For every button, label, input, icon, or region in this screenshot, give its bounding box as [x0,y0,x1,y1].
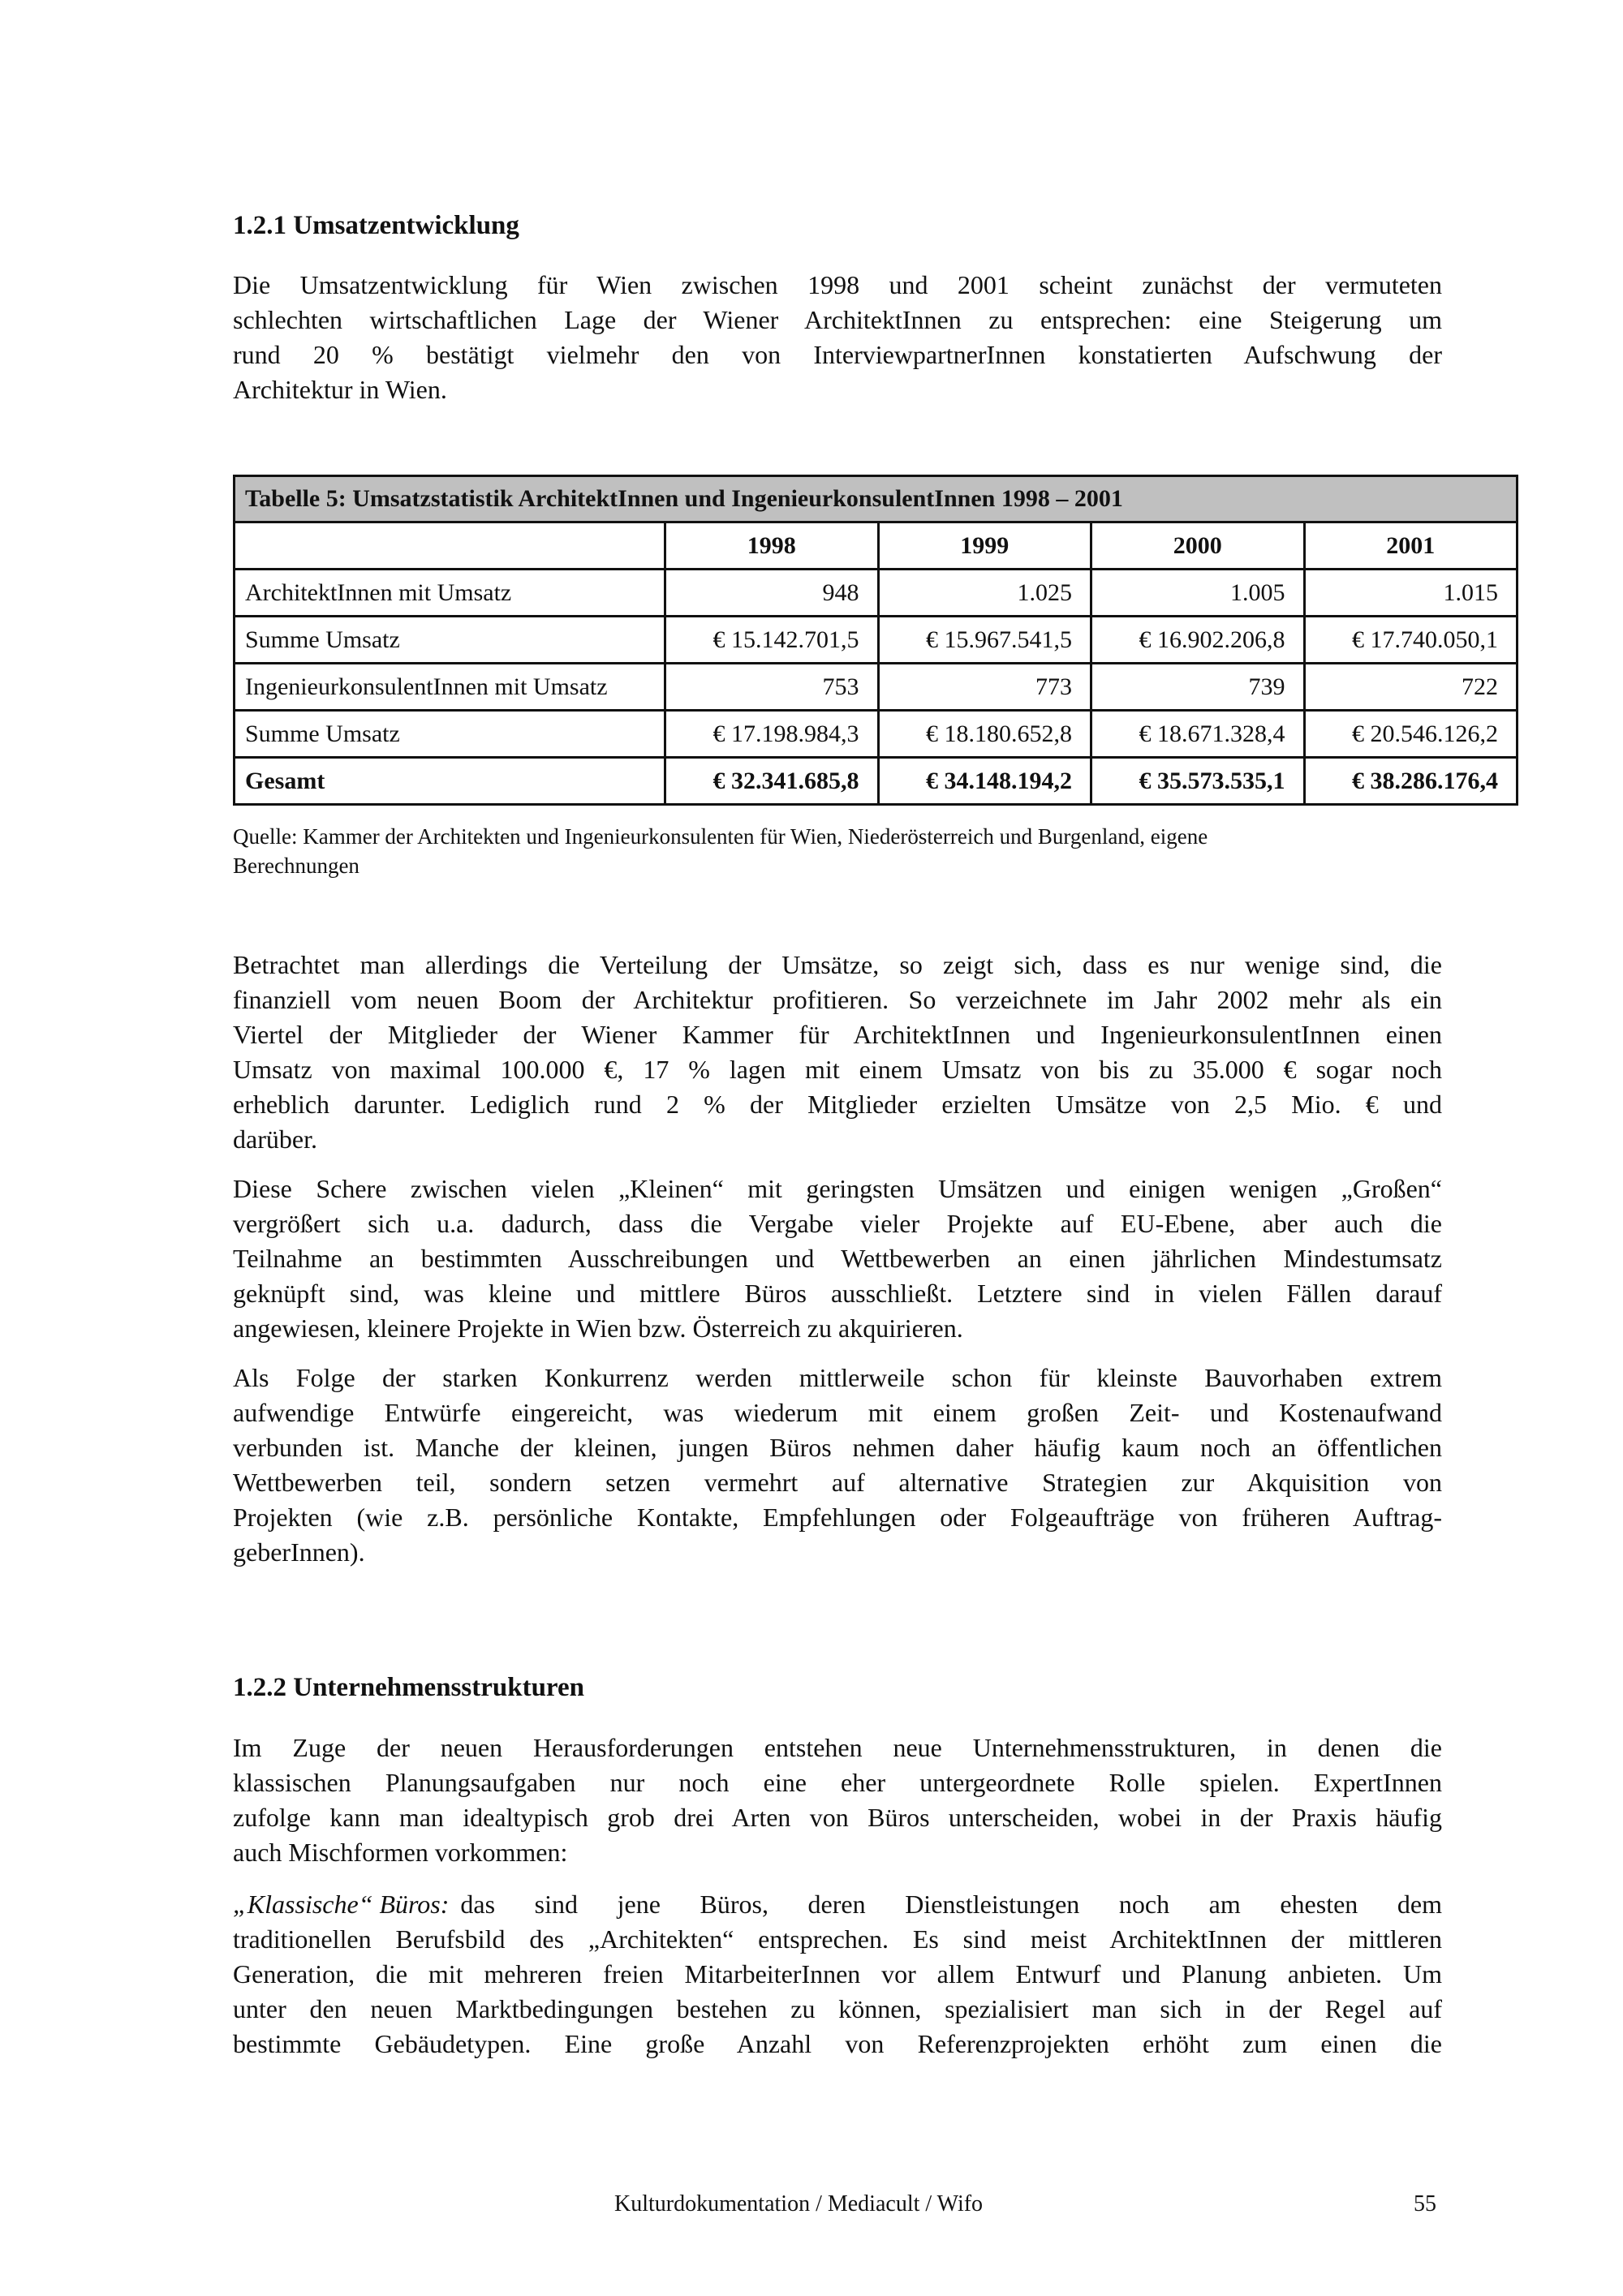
text-line: geberInnen). [233,1537,365,1567]
cell: € 15.967.541,5 [878,617,1091,664]
row-label: Summe Umsatz [235,711,665,758]
italic-term: „Klassische“ Büros: [233,1890,450,1919]
text-line: Betrachtet man allerdings die Verteilung der Umsätze, so zeigt sich, dass es nur wenige sind, die [233,950,1442,979]
text-line: Architektur in Wien. [233,375,447,404]
text-line: finanziell vom neuen Boom der Architektur profitieren. So verzeichnete im Jahr 2002 mehr als ein [233,985,1442,1014]
cell: 1.005 [1091,570,1305,617]
source-line: Berechnungen [233,853,359,878]
cell: € 38.286.176,4 [1304,758,1518,805]
text-line-rest: das sind jene Büros, deren Dienstleistungen noch am ehesten dem [460,1890,1442,1919]
text-line: erheblich darunter. Lediglich rund 2 % der Mitglieder erzielten Umsätze von 2,5 Mio. € und [233,1090,1442,1119]
text-line: vergrößert sich u.a. dadurch, dass die Vergabe vieler Projekte auf EU-Ebene, aber auch die [233,1209,1442,1238]
footer-text: Kulturdokumentation / Mediacult / Wifo [614,2191,984,2216]
text-line: Diese Schere zwischen vielen „Kleinen“ mit geringsten Umsätzen und einigen wenigen „Großen“ [233,1174,1442,1203]
table-row [235,711,1518,758]
text-line: Die Umsatzentwicklung für Wien zwischen 1998 und 2001 scheint zunächst der vermuteten [233,270,1442,299]
cell: € 15.142.701,5 [665,617,879,664]
table-row [235,664,1518,711]
text-line: Viertel der Mitglieder der Wiener Kammer für ArchitektInnen und IngenieurkonsulentInnen einen [233,1020,1442,1049]
row-label: Gesamt [235,758,665,805]
page-number: 55 [1414,2191,1436,2216]
text-line: schlechten wirtschaftlichen Lage der Wiener ArchitektInnen zu entsprechen: eine Steigerung um [233,305,1442,334]
cell: 1.015 [1304,570,1518,617]
cell: € 17.740.050,1 [1304,617,1518,664]
table-header-row [235,522,1518,570]
section-heading-umsatzentwicklung: 1.2.1 Umsatzentwicklung [233,211,519,240]
text-line: bestimmte Gebäudetypen. Eine große Anzahl von Referenzprojekten erhöht zum einen die [233,2029,1442,2058]
cell: 948 [665,570,879,617]
text-line: Im Zuge der neuen Herausforderungen entstehen neue Unternehmensstrukturen, in denen die [233,1733,1442,1762]
paragraph-4 [233,1361,1442,1570]
table-source-note [233,822,1531,880]
cell: € 32.341.685,8 [665,758,879,805]
text-line: angewiesen, kleinere Projekte in Wien bzw. Österreich zu akquirieren. [233,1314,963,1343]
text-line: rund 20 % bestätigt vielmehr den von InterviewpartnerInnen konstatierten Aufschwung der [233,340,1442,369]
paragraph-5 [233,1731,1442,1870]
text-line: traditionellen Berufsbild des „Architekten“ entsprechen. Es sind meist ArchitektInnen der mittleren [233,1924,1442,1954]
text-line: geknüpft sind, was kleine und mittlere Büros ausschließt. Letztere sind in vielen Fällen darauf [233,1279,1442,1308]
text-line: darüber. [233,1124,317,1154]
cell: 773 [878,664,1091,711]
table-row [235,570,1518,617]
header-empty [235,522,665,570]
row-label: IngenieurkonsulentInnen mit Umsatz [235,664,665,711]
text-line: Teilnahme an bestimmten Ausschreibungen und Wettbewerben an einen jährlichen Mindestumsatz [233,1244,1442,1273]
header-year: 1998 [665,522,879,570]
paragraph-1 [233,268,1442,407]
text-line: Generation, die mit mehreren freien MitarbeiterInnen vor allem Entwurf und Planung anbieten. Um [233,1959,1442,1989]
text-line: verbunden ist. Manche der kleinen, jungen Büros nehmen daher häufig kaum noch an öffentlichen [233,1433,1442,1462]
revenue-table [233,475,1518,806]
text-line: klassischen Planungsaufgaben nur noch eine eher untergeordnete Rolle spielen. ExpertInnen [233,1768,1442,1797]
header-year: 2000 [1091,522,1305,570]
text-line: Umsatz von maximal 100.000 €, 17 % lagen mit einem Umsatz von bis zu 35.000 € sogar noch [233,1055,1442,1084]
cell: € 16.902.206,8 [1091,617,1305,664]
text-line: Projekten (wie z.B. persönliche Kontakte, Empfehlungen oder Folgeaufträge von früheren Auftrag- [233,1503,1442,1532]
cell: 753 [665,664,879,711]
paragraph-6 [233,1887,1442,2062]
paragraph-3 [233,1172,1442,1346]
text-line: auch Mischformen vorkommen: [233,1838,568,1867]
table-total-row [235,758,1518,805]
cell: € 20.546.126,2 [1304,711,1518,758]
paragraph-2 [233,948,1442,1157]
section-heading-unternehmensstrukturen: 1.2.2 Unternehmensstrukturen [233,1673,584,1702]
text-line: Als Folge der starken Konkurrenz werden mittlerweile schon für kleinste Bauvorhaben extrem [233,1363,1442,1392]
row-label: ArchitektInnen mit Umsatz [235,570,665,617]
header-year: 2001 [1304,522,1518,570]
cell: € 35.573.535,1 [1091,758,1305,805]
text-line: zufolge kann man idealtypisch grob drei Arten von Büros unterscheiden, wobei in der Praxis häufig [233,1803,1442,1832]
text-line [233,1887,1442,1922]
text-line: unter den neuen Marktbedingungen bestehen zu können, spezialisiert man sich in der Regel auf [233,1994,1442,2023]
cell: € 34.148.194,2 [878,758,1091,805]
table-caption: Tabelle 5: Umsatzstatistik ArchitektInnen und IngenieurkonsulentInnen 1998 – 2001 [235,476,1518,522]
text-line: Wettbewerben teil, sondern setzen vermehrt auf alternative Strategien zur Akquisition von [233,1468,1442,1497]
cell: € 18.671.328,4 [1091,711,1305,758]
cell: 722 [1304,664,1518,711]
cell: € 17.198.984,3 [665,711,879,758]
cell: € 18.180.652,8 [878,711,1091,758]
row-label: Summe Umsatz [235,617,665,664]
header-year: 1999 [878,522,1091,570]
cell: 1.025 [878,570,1091,617]
text-line: aufwendige Entwürfe eingereicht, was wiederum mit einem großen Zeit- und Kostenaufwand [233,1398,1442,1427]
table-row [235,617,1518,664]
source-line: Quelle: Kammer der Architekten und Ingenieurkonsulenten für Wien, Niederösterreich und Burgenland, eigene [233,824,1208,849]
cell: 739 [1091,664,1305,711]
